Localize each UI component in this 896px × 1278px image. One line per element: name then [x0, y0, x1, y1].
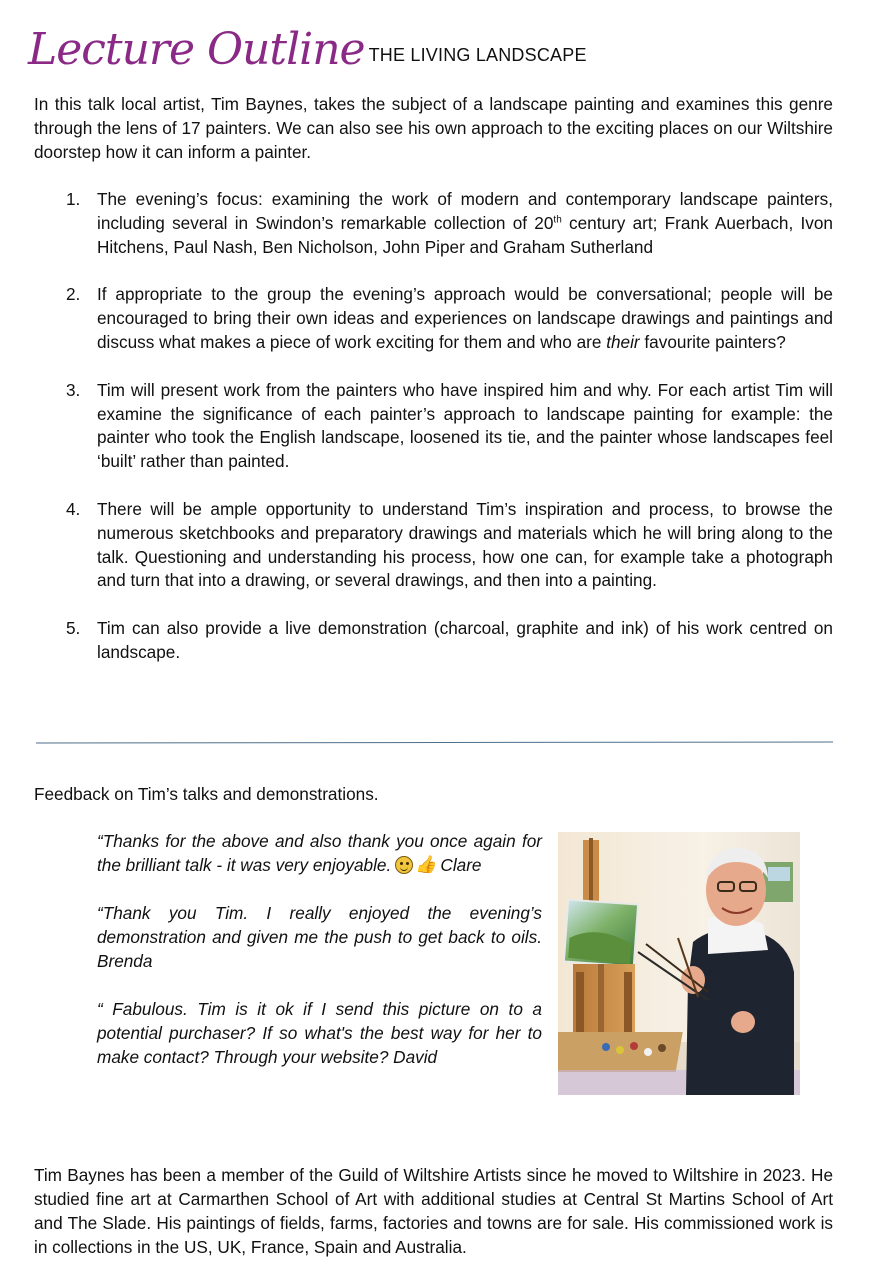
outline-number: 4. [66, 498, 81, 519]
outline-text: Tim can also provide a live demonstration (charcoal, graphite and ink) of his work centred on landscape. [97, 618, 833, 662]
outline-item-1 [34, 188, 833, 259]
ordinal-suffix: th [553, 214, 562, 226]
testimonial-brenda: “Thank you Tim. I really enjoyed the evening’s demonstration and given me the push to get back to oils. Brenda [97, 903, 542, 971]
feedback-heading: Feedback on Tim’s talks and demonstrations. [34, 784, 379, 804]
page-header [28, 12, 587, 75]
testimonials [97, 829, 542, 1069]
intro-paragraph: In this talk local artist, Tim Baynes, takes the subject of a landscape painting and examines this genre through the lens of 17 painters. We can also see his own approach to the exciting places on our Wiltshire doorstep how it can inform a painter. [34, 94, 833, 162]
testimonial-clare: “Thanks for the above and also thank you once again for the brilliant talk - it was very enjoyable. 👍 Clare [97, 831, 542, 875]
outline-number: 1. [66, 189, 81, 209]
outline-text: If appropriate to the group the evening’s approach would be conversational; people will be encouraged to bring their own ideas and experiences on landscape drawings and paintings and discuss what makes a piece of work exciting for them and who are their favourite painters? [97, 284, 833, 352]
thumbs-up-icon: 👍 [415, 855, 437, 874]
outline-text: Tim will present work from the painters who have inspired him and why. For each artist Tim will examine the significance of each painter’s approach to landscape painting for example: the painter who took the English landscape, loosened its tie, and the painter whose landscapes feel ‘built’ rather than painted. [97, 379, 833, 472]
emoji-group [395, 856, 436, 874]
section-divider [36, 742, 833, 744]
page-subtitle: THE LIVING LANDSCAPE [368, 45, 587, 65]
emphasis-text: their [606, 331, 640, 352]
smiling-face-icon [395, 856, 413, 874]
page-title: Lecture Outline [28, 24, 365, 75]
outline-item-3 [34, 379, 833, 474]
outline-list [34, 188, 833, 665]
outline-item-4 [34, 498, 833, 593]
artist-photo [558, 832, 800, 1095]
outline-item-2 [34, 283, 833, 354]
outline-number: 2. [66, 284, 81, 305]
outline-item-5 [34, 617, 833, 665]
testimonial-david: “ Fabulous. Tim is it ok if I send this picture on to a potential purchaser? If so what's the best way for her to make contact? Through your website? David [97, 999, 542, 1067]
outline-number: 3. [66, 379, 81, 400]
outline-text: The evening’s focus: examining the work of modern and contemporary landscape painters, including several in Swindon’s remarkable collection of 20th century art; Frank Auerbach, Ivon Hitchens, Paul Nash, Ben Nicholson, John Piper and Graham Sutherland [97, 189, 833, 257]
outline-text: There will be ample opportunity to understand Tim’s inspiration and process, to browse the numerous sketchbooks and preparatory drawings and materials which he will bring along to the talk. Questioning and understanding his process, how one can, for example take a photograph and turn that into a drawing, or several drawings, and then into a painting. [97, 498, 833, 591]
artist-bio: Tim Baynes has been a member of the Guild of Wiltshire Artists since he moved to Wiltshire in 2023. He studied fine art at Carmarthen School of Art with additional studies at Central St Martins School of Art and The Slade. His paintings of fields, farms, factories and towns are for sale. His commissioned work is in collections in the US, UK, France, Spain and Australia. [34, 1165, 833, 1257]
outline-number: 5. [66, 618, 81, 639]
